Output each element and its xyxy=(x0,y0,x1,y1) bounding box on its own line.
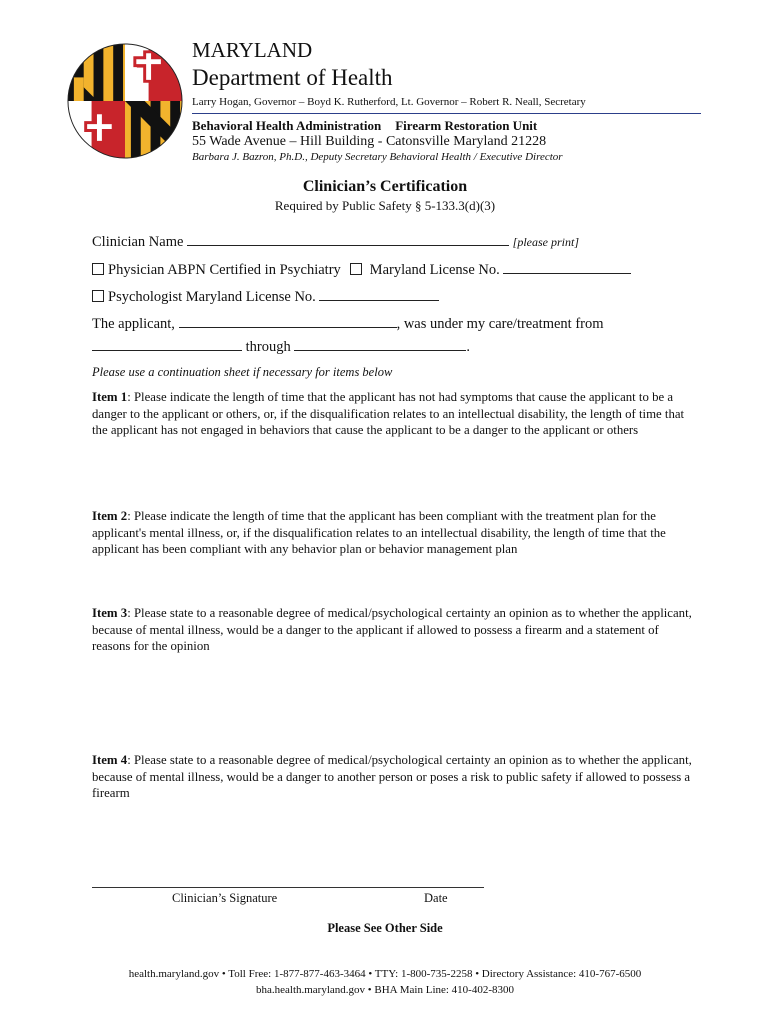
header-rule xyxy=(192,113,701,114)
physician-label: Physician ABPN Certified in Psychiatry xyxy=(108,262,341,278)
treatment-through-field[interactable] xyxy=(294,338,466,351)
clinician-name-row xyxy=(92,233,579,251)
continuation-note: Please use a continuation sheet if necessary for items below xyxy=(92,365,393,379)
footer-contact-line: health.maryland.gov • Toll Free: 1-877-877-463-3464 • TTY: 1-800-735-2258 • Directory Assistance: 410-767-6500 xyxy=(128,968,642,980)
psychologist-label: Psychologist xyxy=(108,289,183,305)
through-label: through xyxy=(245,339,291,355)
item-2-label: Item 2 xyxy=(92,509,128,523)
item-3-label: Item 3 xyxy=(92,606,128,620)
md-license-field[interactable] xyxy=(503,261,631,274)
item-4-label: Item 4 xyxy=(92,753,128,767)
applicant-name-field[interactable] xyxy=(179,315,397,328)
item-3-text: : Please state to a reasonable degree of medical/psychological certainty an opinion as to whether the applicant, because of mental illness, would be a danger to the applicant if allowed to possess a firearm and a statement of reasons for the opinion xyxy=(92,606,692,654)
signature-label: Clinician’s Signature xyxy=(172,891,278,905)
unit-admin: Behavioral Health Administration xyxy=(192,118,382,133)
item-3[interactable] xyxy=(92,605,692,655)
director-line: Barbara J. Bazron, Ph.D., Deputy Secretary Behavioral Health / Executive Director xyxy=(192,151,563,163)
psych-license-field[interactable] xyxy=(319,288,439,301)
maryland-flag-seal-icon xyxy=(66,42,184,160)
physician-row xyxy=(92,261,631,279)
applicant-label: The applicant, xyxy=(92,316,175,332)
please-print-hint: [please print] xyxy=(512,235,579,249)
see-other-side: Please See Other Side xyxy=(327,921,443,935)
item-1[interactable] xyxy=(92,389,692,439)
item-1-label: Item 1 xyxy=(92,390,128,404)
treatment-from-field[interactable] xyxy=(92,338,242,351)
item-1-text: : Please indicate the length of time that the applicant has not had symptoms that cause the applicant to be a danger to the applicant or others, or, if the disqualification relates to an intellectual disability, the length of time that the applicant has not engaged in behaviors that cause the applicant to be a danger to the applicant or others xyxy=(92,390,685,438)
md-license-checkbox[interactable] xyxy=(350,263,362,275)
address: 55 Wade Avenue – Hill Building - Catonsville Maryland 21228 xyxy=(192,134,547,149)
dept-name: Department of Health xyxy=(192,65,393,90)
clinician-name-field[interactable] xyxy=(187,233,509,246)
footer-bha-line: bha.health.maryland.gov • BHA Main Line: 410-402-8300 xyxy=(255,984,515,996)
psych-license-label: Maryland License No. xyxy=(185,289,316,305)
date-label: Date xyxy=(424,891,448,905)
psychologist-checkbox[interactable] xyxy=(92,290,104,302)
form-subtitle: Required by Public Safety § 5-133.3(d)(3) xyxy=(274,198,496,213)
item-4-text: : Please state to a reasonable degree of medical/psychological certainty an opinion as to whether the applicant, because of mental illness, would be a danger to another person or poses a risk to public safety if allowed to possess a firearm xyxy=(92,753,692,801)
clinician-name-label: Clinician Name xyxy=(92,234,184,250)
item-4[interactable] xyxy=(92,752,692,802)
officials-line: Larry Hogan, Governor – Boyd K. Rutherford, Lt. Governor – Robert R. Neall, Secretary xyxy=(192,96,586,108)
item-2-text: : Please indicate the length of time that the applicant has been compliant with the treatment plan for the applicant's mental illness, or, if the disqualification relates to an intellectual disability, the length of time that the applicant has been compliant with any behavior plan or behavior management plan xyxy=(92,509,666,557)
signature-line[interactable] xyxy=(92,887,484,888)
form-title: Clinician’s Certification xyxy=(302,178,468,195)
treatment-dates-row xyxy=(92,338,470,356)
applicant-row xyxy=(92,315,604,333)
org-name: MARYLAND xyxy=(192,38,313,62)
md-license-label: Maryland License No. xyxy=(369,262,500,278)
unit-name: Firearm Restoration Unit xyxy=(395,118,538,133)
psychologist-row xyxy=(92,288,439,306)
unit-line xyxy=(192,118,537,134)
physician-checkbox[interactable] xyxy=(92,263,104,275)
period: . xyxy=(466,339,470,355)
under-care-label: , was under my care/treatment from xyxy=(396,316,604,332)
item-2[interactable] xyxy=(92,508,692,558)
